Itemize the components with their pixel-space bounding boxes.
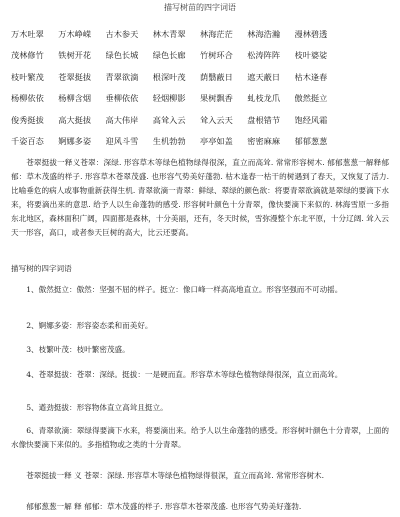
word-cell: 枝叶婆娑 — [294, 50, 328, 61]
tail-paragraph: 郁郁葱葱一解 释 郁郁：草木茂盛的样子. 形容草木苍翠茂盛. 也形容气势美好蓬勃. — [26, 502, 302, 511]
list-item: 5、遒劲挺拔：形容物体直立高耸且挺立。 — [26, 403, 168, 412]
word-row — [11, 88, 389, 109]
word-cell: 高大挺拔 — [58, 114, 92, 125]
document-title: 描写树苗的四字词语 — [164, 3, 236, 12]
word-cell: 果树飘香 — [200, 93, 233, 104]
word-cell: 竹树环合 — [200, 50, 233, 61]
word-cell: 耸入云天 — [200, 114, 233, 125]
word-cell: 郁郁葱葱 — [294, 135, 328, 146]
word-cell: 松涛阵阵 — [247, 50, 281, 61]
word-cell: 枝叶繁茂 — [11, 71, 44, 82]
word-cell: 绿色长城 — [105, 50, 139, 61]
list-item: 1、傲然挺立：傲然：坚强不屈的样子。挺立：像口峰一样高高地直立。形容坚强而不可动摇。 — [26, 285, 343, 294]
word-cell: 杨柳依依 — [11, 93, 44, 104]
word-row — [11, 67, 389, 88]
word-cell: 林海茫茫 — [200, 29, 233, 39]
word-cell: 亭亭如盖 — [200, 135, 233, 146]
word-cell: 根深叶茂 — [152, 71, 186, 82]
word-cell: 生机勃勃 — [152, 135, 186, 146]
word-cell: 饱经风霜 — [294, 114, 328, 125]
list-item: 6、青翠欲滴：翠绿得要滴下水来，将要滴出来。给予人以生命蓬勃的感受。形容树叶颜色十分青翠，上面的水像快要滴下来似的。多指植物或之类的十分青翠。 — [11, 426, 389, 449]
word-cell: 林木青翠 — [152, 29, 186, 39]
definition-paragraph: 苍翠挺拔一释义苍翠：深绿. 形容草木等绿色植物绿得很深，直立而高耸. 常常形容树木. 郁郁葱葱一解释郁郁：草木茂盛的样子. 形容草木苍翠茂盛. 也形容气势美好蓬勃. 枯木逢春一枯干的树遇到了春天，又恢复了活力. 比喻垂危的病人或事物重新获得生机. 青翠欲滴一青翠：鲜绿、翠绿的颜色欲：将要青翠欲滴就是翠绿的要滴下水来，将要滴出来的意思. 给予人以生命蓬勃的感受. 形容树叶颜色十分青翠，像快要滴下来似的. 林海雪原一多指东北地区，森林面积广阔，四面都是森林，十分美丽，还有，冬天时候，雪弥漫整个东北平原，十分辽阔. 耸入云天一形容，高口，或者参天巨树的高大，比云还要高。 — [11, 158, 389, 237]
list-item: 2、婀娜多姿：形容姿态柔和而美好。 — [26, 321, 153, 330]
word-cell: 盘根错节 — [247, 114, 281, 125]
word-row — [11, 24, 389, 45]
word-cell: 密密麻麻 — [247, 135, 281, 146]
word-cell: 轻烟柳影 — [152, 93, 186, 104]
word-cell: 高耸入云 — [152, 114, 186, 125]
word-cell: 婀娜多姿 — [58, 135, 92, 146]
tail-paragraph: 苍翠挺拔一释 义 苍翠：深绿. 形容草木等绿色植物绿得很深，直立而高耸. 常常形容树木. — [26, 471, 325, 480]
word-cell: 林海浩瀚 — [247, 29, 281, 39]
word-cell: 茂林修竹 — [11, 50, 44, 61]
word-cell: 枯木逢春 — [294, 71, 328, 82]
word-cell: 青翠欲滴 — [105, 71, 139, 82]
word-cell: 漫林碧透 — [294, 29, 328, 39]
word-cell: 杨柳含烟 — [58, 93, 92, 104]
word-cell: 铁树开花 — [58, 50, 92, 61]
word-cell: 千姿百态 — [11, 135, 44, 146]
word-cell: 古木参天 — [105, 29, 139, 39]
list-item: 4、苍翠挺拔：苍翠：深绿。挺拔：一是硬而直。形容草木等绿色植物绿得很深，直立而高耸。 — [26, 370, 343, 379]
word-cell: 荫翳蔽日 — [200, 71, 233, 82]
list-item: 3、枝繁叶茂：枝叶繁密茂盛。 — [26, 345, 130, 354]
word-cell: 万木吐翠 — [11, 29, 44, 39]
word-row — [11, 131, 389, 152]
word-cell: 苍翠挺拔 — [58, 71, 92, 82]
word-cell: 高大伟岸 — [105, 114, 139, 125]
word-cell: 万木峥嵘 — [58, 29, 92, 39]
word-grid — [11, 24, 389, 152]
word-cell: 迎风斗雪 — [105, 135, 139, 146]
word-cell: 俊秀挺拔 — [11, 114, 44, 125]
word-row — [11, 45, 389, 66]
word-cell: 虬枝龙爪 — [247, 93, 281, 104]
word-cell: 垂柳依依 — [105, 93, 139, 104]
word-cell: 傲然挺立 — [294, 93, 328, 104]
word-cell: 绿色长廊 — [152, 50, 186, 61]
word-cell: 遮天蔽日 — [247, 71, 281, 82]
word-row — [11, 110, 389, 131]
list-heading: 描写树的四字词语 — [11, 264, 72, 273]
